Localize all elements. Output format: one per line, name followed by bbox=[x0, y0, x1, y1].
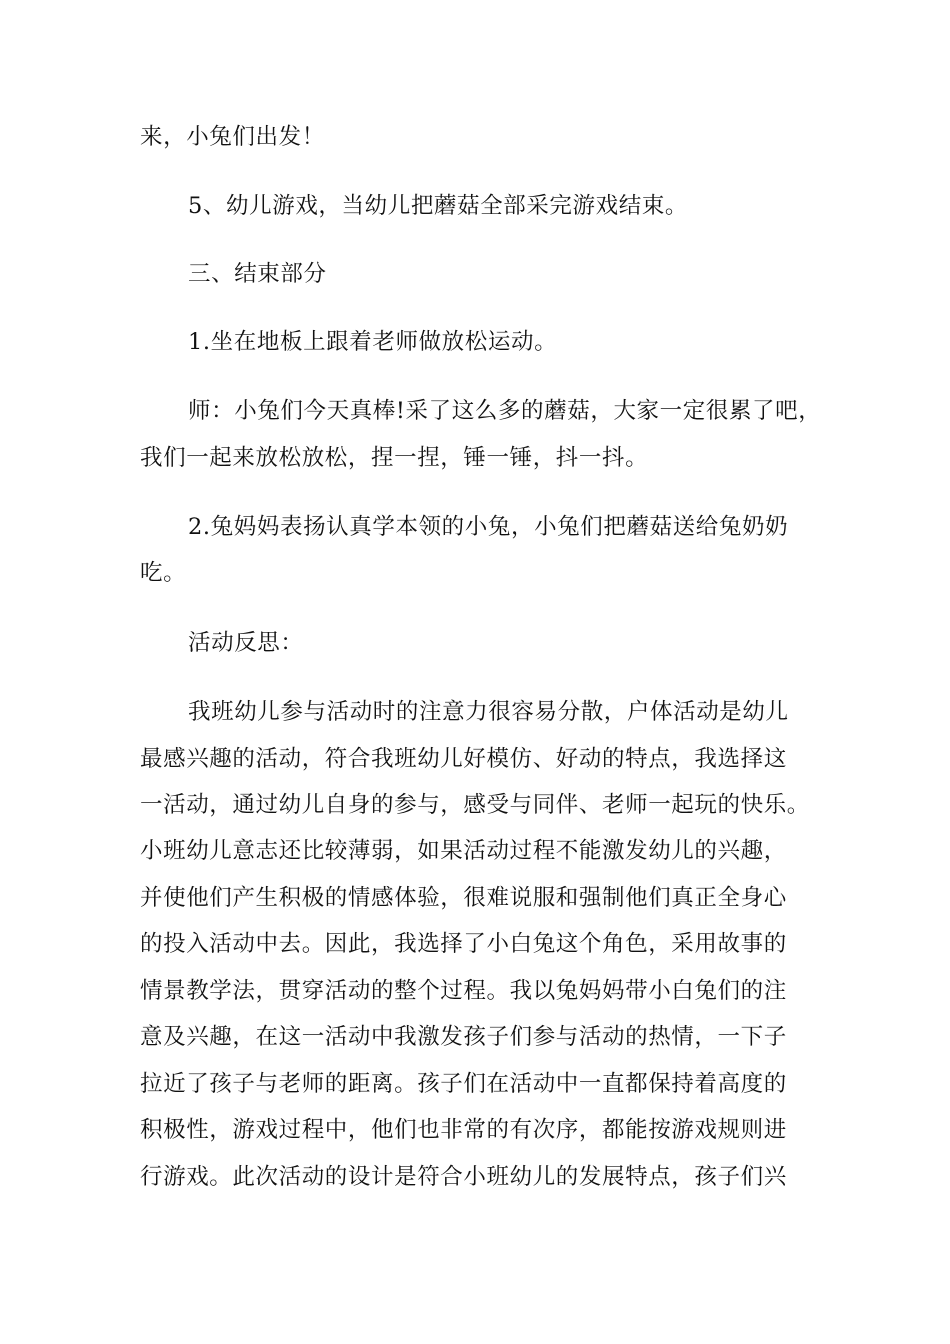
text-line: 吃。 bbox=[140, 560, 187, 586]
text-line: 的投入活动中去。因此，我选择了小白兔这个角色，采用故事的 bbox=[140, 931, 787, 957]
text-line: 一活动，通过幼儿自身的参与，感受与同伴、老师一起玩的快乐。 bbox=[140, 792, 810, 818]
text-line: 三、结束部分 bbox=[188, 261, 327, 287]
text-line: 活动反思： bbox=[188, 630, 304, 656]
text-line: 拉近了孩子与老师的距离。孩子们在活动中一直都保持着高度的 bbox=[140, 1071, 787, 1097]
text-line: 情景教学法，贯穿活动的整个过程。我以兔妈妈带小白兔们的注 bbox=[140, 978, 787, 1004]
text-line: 1.坐在地板上跟着老师做放松运动。 bbox=[188, 329, 558, 355]
text-line: 小班幼儿意志还比较薄弱，如果活动过程不能激发幼儿的兴趣， bbox=[140, 838, 787, 864]
text-line: 行游戏。此次活动的设计是符合小班幼儿的发展特点，孩子们兴 bbox=[140, 1164, 787, 1190]
text-line: 来，小兔们出发！ bbox=[140, 124, 325, 150]
text-line: 我班幼儿参与活动时的注意力很容易分散，户体活动是幼儿 bbox=[188, 699, 789, 725]
text-line: 意及兴趣，在这一活动中我激发孩子们参与活动的热情，一下子 bbox=[140, 1024, 787, 1050]
text-line: 并使他们产生积极的情感体验，很难说服和强制他们真正全身心 bbox=[140, 885, 787, 911]
text-line: 5、幼儿游戏，当幼儿把蘑菇全部采完游戏结束。 bbox=[188, 193, 689, 219]
text-line: 最感兴趣的活动，符合我班幼儿好模仿、好动的特点，我选择这 bbox=[140, 746, 787, 772]
text-line: 积极性，游戏过程中，他们也非常的有次序，都能按游戏规则进 bbox=[140, 1117, 787, 1143]
text-line: 2.兔妈妈表扬认真学本领的小兔，小兔们把蘑菇送给兔奶奶 bbox=[188, 514, 789, 540]
text-line: 师：小兔们今天真棒!采了这么多的蘑菇，大家一定很累了吧， bbox=[188, 398, 822, 424]
text-line: 我们一起来放松放松，捏一捏，锤一锤，抖一抖。 bbox=[140, 445, 649, 471]
